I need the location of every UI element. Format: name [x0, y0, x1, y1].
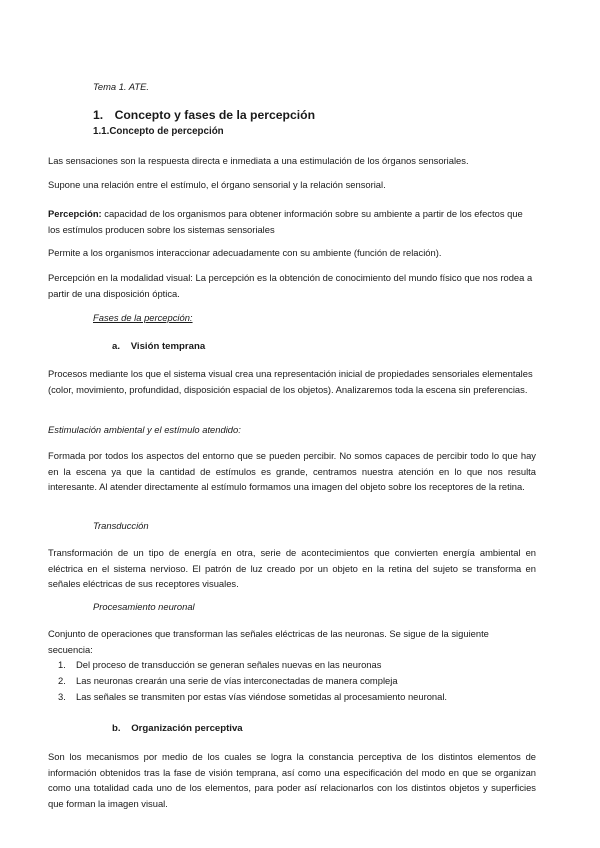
definition-text: capacidad de los organismos para obtener información sobre su ambiente a partir de los efectos que los estímulos producen sobre los sistemas sensoriales [48, 208, 523, 235]
list-item [48, 673, 447, 689]
paragraph-relacion: Supone una relación entre el estímulo, el órgano sensorial y la relación sensorial. [48, 179, 386, 190]
phases-title: Fases de la percepción: [93, 312, 193, 323]
document-header: Tema 1. ATE. [93, 81, 149, 92]
list-item [48, 657, 447, 673]
phase-a-title: Visión temprana [130, 341, 206, 352]
phase-b-title: Organización perceptiva [131, 723, 243, 734]
paragraph-estimulacion: Formada por todos los aspectos del entorno que se pueden percibir. No somos capaces de percibir todo lo que hay en la escena ya que la cantidad de estímulos es grande, centramos nuestra atención en lo que nos resulta interesante. Al atender directamente al estímulo formamos una imagen del objeto sobre los receptores de la retina. [48, 450, 536, 493]
paragraph-procesamiento: Conjunto de operaciones que transforman las señales eléctricas de las neuronas. Se sigue de la siguiente secuencia: [48, 628, 489, 655]
subheading-procesamiento: Procesamiento neuronal [93, 601, 195, 612]
phase-a-heading [112, 341, 205, 352]
subheading-estimulacion: Estimulación ambiental y el estímulo atendido: [48, 424, 241, 435]
section-number: 1. [93, 108, 104, 122]
list-text: Del proceso de transducción se generan señales nuevas en las neuronas [76, 659, 382, 670]
paragraph-sensaciones: Las sensaciones son la respuesta directa e inmediata a una estimulación de los órganos sensoriales. [48, 155, 469, 166]
list-text: Las neuronas crearán una serie de vías interconectadas de manera compleja [76, 675, 398, 686]
subheading-transduccion: Transducción [93, 520, 149, 531]
list-item [48, 689, 447, 705]
paragraph-organizacion: Son los mecanismos por medio de los cuales se logra la constancia perceptiva de los distintos elementos de información obtenidos tras la fase de visión temprana, así como una especificación del modo en que se organizan como una totalidad cada uno de los elementos, para poder así relacionarlos con los distintos objetos y superficies que forman la imagen visual. [48, 751, 536, 809]
list-number: 3. [58, 691, 66, 702]
term-percepcion: Percepción: [48, 208, 102, 219]
list-number: 2. [58, 675, 66, 686]
subsection-heading [93, 126, 224, 137]
numbered-list [48, 657, 447, 705]
paragraph-transduccion: Transformación de un tipo de energía en otra, serie de acontecimientos que convierten energía ambiental en eléctrica en el sistema nervioso. El patrón de luz creado por un objeto en la retina del sujeto se transforma en señales eléctricas de sus receptores visuales. [48, 547, 536, 590]
paragraph-modalidad-visual: Percepción en la modalidad visual: La percepción es la obtención de conocimiento del mundo físico que nos rodea a partir de una disposición óptica. [48, 272, 533, 299]
list-number: 1. [58, 659, 66, 670]
paragraph-vision-temprana: Procesos mediante los que el sistema visual crea una representación inicial de propiedades sensoriales elementales (color, movimiento, profundidad, disposición espacial de los objetos). Analizaremos toda la escena sin preferencias. [48, 368, 533, 395]
subsection-number: 1.1. [93, 126, 110, 137]
phase-b-heading [112, 723, 243, 734]
phase-b-letter: b. [112, 723, 121, 734]
subsection-title: Concepto de percepción [109, 126, 224, 137]
paragraph-interaccion: Permite a los organismos interaccionar adecuadamente con su ambiente (función de relación). [48, 247, 442, 258]
section-heading [93, 108, 315, 122]
list-text: Las señales se transmiten por estas vías viéndose sometidas al procesamiento neuronal. [76, 691, 448, 702]
paragraph-percepcion-definition [48, 206, 536, 237]
phase-a-letter: a. [112, 341, 121, 352]
section-title: Concepto y fases de la percepción [114, 108, 316, 122]
